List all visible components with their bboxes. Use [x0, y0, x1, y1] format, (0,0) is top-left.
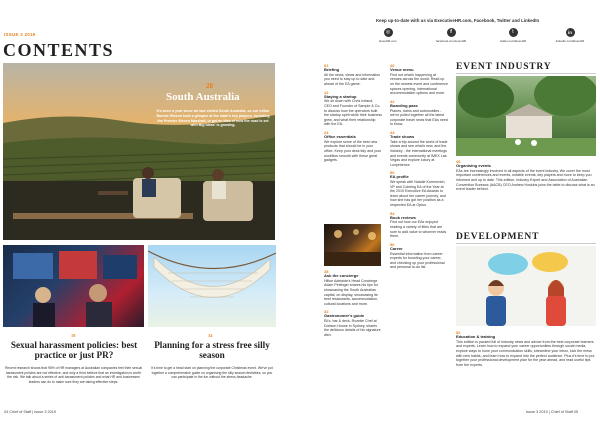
item-number: 40	[390, 63, 395, 68]
item-number: 54	[390, 210, 395, 216]
item-title: Staying a startup	[324, 93, 357, 99]
list-item[interactable]	[324, 130, 382, 163]
item-text: We explore some of the best new products that should be in your office. Keep your desk tidy and your workflow smooth with these great gadgets.	[324, 139, 382, 163]
garden-photo	[456, 76, 596, 156]
item-text: Find out how our EAs enjoyed reading a variety of titles that are sure to add value to whoever reads them.	[390, 220, 447, 239]
newsroom-photo	[3, 245, 144, 327]
article-1-number: 18	[71, 333, 76, 338]
article-2-title[interactable]: Planning for a stress free silly season	[154, 340, 270, 361]
footer-left: 04 Chief of Staff | Issue 3 2019	[4, 410, 56, 414]
social-item-facebook[interactable]	[428, 28, 474, 44]
concierge-image	[324, 224, 381, 266]
vineyard-scene	[3, 63, 275, 240]
list-item[interactable]	[324, 63, 382, 87]
item-title: Education & training	[456, 334, 496, 339]
event-image	[456, 76, 596, 156]
list-item[interactable]	[390, 130, 448, 167]
social-item-twitter[interactable]	[490, 28, 536, 44]
divider	[456, 243, 596, 244]
item-title: EA profile	[390, 174, 409, 180]
stay-up-to-date: Keep up-to-date with us via ExecutiveHR.com, Facebook, Twitter and LinkedIn	[376, 18, 540, 23]
item-title: Office essentials	[324, 133, 356, 139]
social-label: twitter.com/ExecHR	[499, 39, 527, 43]
item-text: Essential information from career experts for boosting your career, and checking up your professional and personal to-do list.	[390, 251, 445, 270]
item-title: Book reviews	[390, 214, 416, 220]
social-item-linkedin[interactable]	[544, 28, 596, 44]
list-item[interactable]	[390, 99, 448, 127]
list-item[interactable]	[324, 269, 382, 306]
item-number: 12	[324, 89, 329, 95]
page-title: CONTENTS	[3, 40, 115, 60]
item-text: Find out what's happening at venues across the world. Read up on the newest event and conference spaces opening, international accommodation options and more.	[390, 72, 448, 96]
conversation-illustration	[456, 246, 596, 326]
event-industry-heading: EVENT INDUSTRY	[456, 62, 552, 72]
social-label: ExecHR.com	[379, 39, 397, 43]
item-number: 44	[390, 129, 395, 135]
list-item[interactable]	[390, 242, 448, 270]
development-item[interactable]	[456, 330, 597, 367]
feature-title[interactable]: South Australia	[166, 91, 240, 103]
list-item[interactable]	[324, 309, 382, 337]
item-number: 32	[324, 309, 329, 315]
linkedin-icon: in	[566, 28, 575, 37]
item-number: 02	[324, 63, 329, 68]
item-number: 50	[390, 170, 395, 176]
item-text: We sit down with Chris Ireland, CEO and Founder of Sample & Co, to discuss how the operators built the startup spirit while their business grew, and what their relationship with the EA.	[324, 99, 382, 127]
issue-label: ISSUE 3 2019	[4, 32, 36, 37]
article-1-description: Recent research shows that 95% of HR managers at Australian companies feel their sexual harassment policies are not effective, and only a third believe that an investigation is worth the risk. We talk about a series of anti-harassment policies and what HR and businesses leaders can do to make sure they are taking effective steps.	[4, 366, 142, 384]
article-2-image	[148, 245, 276, 327]
list-item[interactable]	[390, 170, 448, 207]
feature-image	[3, 63, 275, 240]
item-text: Take a trip around the world of trade shows and see what's new, and the industry - the international meetings and events community at IMEX Las Vegas and explore luxury at Luxperience.	[390, 139, 448, 167]
item-number: 24	[324, 129, 329, 135]
feature-description: It's been a year since we last visited South Australia, so our editor Bonnie Gibson took a glimpse at the state's key players, including the Premier Steven Marshall, to get an idea of how the road is set with Big Ideas' is growing.	[156, 109, 270, 128]
item-title: Gastronomer's guide	[324, 313, 365, 319]
article-2-number: 34	[208, 333, 213, 338]
item-number: 52	[456, 330, 461, 335]
item-text: Planes, trains and automobiles - we've pulled together all the latest corporate travel news that EAs need to know.	[390, 108, 448, 127]
item-title: Venue menu	[390, 67, 414, 72]
item-text: Eli's, bar & deck, Rozette Chef at Dobson House in Sydney, shares the delicious details of his signature dish.	[324, 319, 381, 337]
social-label: facebook.com/execHR	[435, 39, 467, 43]
article-1-title[interactable]: Sexual harassment policies: best practice or just PR?	[10, 340, 138, 361]
development-image	[456, 246, 596, 326]
item-number: 28	[324, 269, 329, 274]
item-title: Career	[390, 245, 403, 251]
item-title: Ask the concierge	[324, 273, 359, 278]
bar-photo	[324, 224, 381, 266]
social-item-web[interactable]	[368, 28, 408, 44]
contents-column-1	[324, 63, 382, 166]
item-text: Hilton Adelaide's Head Concierge Adam Pettinger shares his tips for showcasing the South Australian capital, on display, showcasing its best restaurants, accommodation, cultural locations and more.	[324, 278, 379, 306]
footer-right: Issue 3 2019 | Chief of Staff 05	[526, 410, 578, 414]
web-icon: ◎	[384, 28, 393, 37]
item-text: EAs are increasingly involved in all aspects of the event industry. We cover the most important conferences and events, notable events, key players and more to keep you informed and up to date. This edition, Industry Expert and Association of Australian Convention Bureaux (AACB) CEO Andrew Hoskins joins the table to discuss what is an event leader behind.	[456, 168, 595, 192]
feature-number: 28	[206, 82, 213, 90]
contents-column-2	[390, 63, 448, 270]
item-number: 56	[390, 241, 395, 247]
article-1-image	[3, 245, 144, 327]
item-title: Boarding pass	[390, 102, 418, 108]
social-label: linkedin.com/ExecHR	[555, 39, 585, 43]
item-title: Organising events	[456, 163, 491, 168]
development-heading: DEVELOPMENT	[456, 232, 540, 242]
social-bar	[340, 26, 600, 48]
event-industry-item[interactable]	[456, 159, 597, 192]
item-text: All the news, views and information you need to stay up to date and ahead of the EA game.	[324, 72, 381, 86]
facebook-icon: f	[447, 28, 456, 37]
list-item[interactable]	[390, 63, 448, 96]
item-number: 42	[390, 98, 395, 104]
item-text: This edition is packed full of industry news and advice from the best corporate learners and experts. Learn how to expand your career opportunities through social media, explore ways to hone your communication skills, streamline your inbox, kick the mess with new habits, and learn how to expand into the perfect audience. Plus it's time to put together your professional development plan for the year ahead, and read useful tips from the experts.	[456, 339, 595, 367]
item-text: We speak with Natalie Korenevich, VP and Cointing EA of the Year at the 2019 Executive EA Awards to learn about her career journey, and how she has got her position as a respected EA at Optus.	[390, 180, 446, 208]
divider	[456, 73, 596, 74]
contents-column-1b	[324, 269, 382, 338]
hammock-photo	[148, 245, 276, 327]
item-number: 46	[456, 159, 461, 164]
item-title: Trade shows	[390, 133, 415, 139]
item-title: Briefing	[324, 67, 340, 72]
article-2-description: It's time to get a head start on planning the corporate Christmas event. We've put together a comprehensive guide on organising the silly season festivities, so you can participate in the fun without the stress-headache.	[151, 366, 273, 380]
list-item[interactable]	[324, 90, 382, 127]
list-item[interactable]	[390, 211, 448, 239]
twitter-icon: t	[509, 28, 518, 37]
